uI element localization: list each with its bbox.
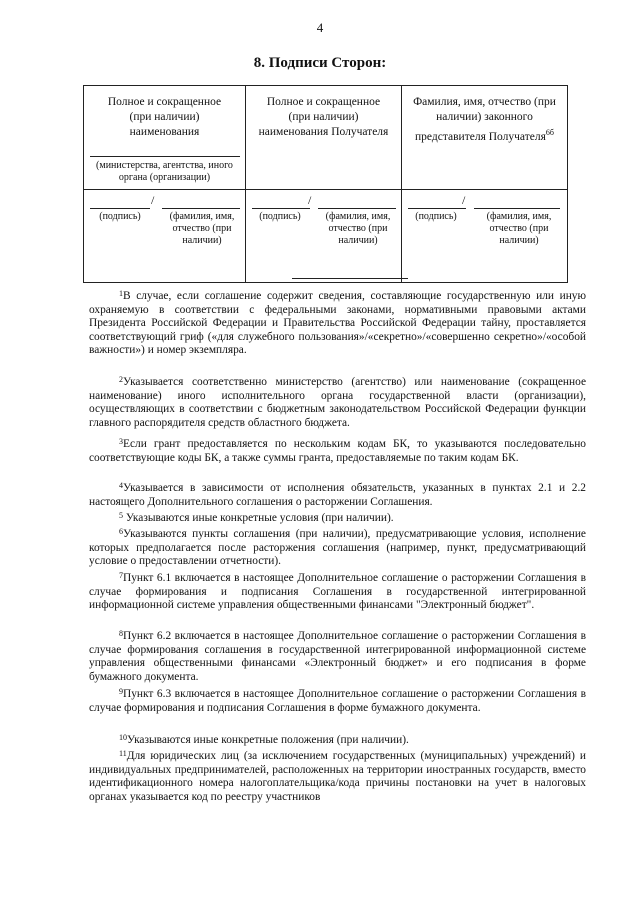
footnote-ref: 6б — [545, 128, 554, 137]
name-label-line: отчество (при — [172, 223, 232, 234]
name-label-line: наличии) — [182, 235, 222, 246]
footnote-text: Пункт 6.1 включается в настоящее Дополнительное соглашение о расторжении Соглашения в случае формирования и подписания Соглашения в государственной интегрированной информационной системе управления общественными финансами "Электронный бюджет". — [89, 572, 586, 612]
name-label-line: (фамилия, имя, — [486, 211, 552, 222]
footnote-number: 6 — [119, 527, 123, 536]
name-line — [318, 208, 396, 209]
name-label — [474, 211, 564, 247]
footnote-text: Указываются пункты соглашения (при наличии), предусматривающие условия, исполнение которых предполагается после расторжения соглашения (например, пункт, предусматривающий условие о предоставлении отчетности). — [89, 528, 586, 568]
name-label-line: (фамилия, имя, — [169, 211, 235, 222]
header-line: (при наличии) — [129, 111, 200, 123]
header-line: наличии) законного — [436, 111, 533, 123]
page-number: 4 — [316, 20, 324, 35]
footnote-number: 1 — [119, 289, 123, 298]
footnote-number: 4 — [119, 481, 123, 490]
header-line: представителя Получателя — [415, 130, 546, 143]
footnote-1 — [89, 290, 586, 358]
footnote-text: Указывается в зависимости от исполнения обязательств, указанных в пунктах 2.1 и 2.2 настоящего Дополнительного соглашения о расторжении Соглашения. — [89, 482, 586, 508]
footnote-5 — [89, 512, 586, 526]
name-label-line: наличии) — [338, 235, 378, 246]
header-line: Фамилия, имя, отчество (при — [413, 96, 556, 108]
name-label-line: (фамилия, имя, — [325, 211, 391, 222]
ministry-subcaption — [84, 157, 245, 184]
signatures-table — [83, 85, 568, 283]
footnote-text: Указывается соответственно министерство (агентство) или наименование (сокращенное наименование) иного исполнительного органа государственной власти (организации), осуществляющих в соответствии с бюджетным законодательством Российской Федерации функции главного распорядителя средств областного бюджета. — [89, 376, 586, 429]
footnote-text: Пункт 6.3 включается в настоящее Дополнительное соглашение о расторжении Соглашения в случае формирования и подписания Соглашения в форме бумажного документа. — [89, 688, 586, 714]
header-line: (при наличии) — [288, 111, 359, 123]
slash: / — [308, 193, 312, 207]
footnote-text: Пункт 6.2 включается в настоящее Дополнительное соглашение о расторжении Соглашения в случае формирования соглашения в государственной интегрированной информационной системе управления общественными финансами «Электронный бюджет» и его подписания в форме бумажного документа. — [89, 630, 586, 683]
footnote-11 — [89, 750, 586, 804]
slash: / — [462, 193, 466, 207]
section-title: 8. Подписи Сторон: — [253, 55, 387, 71]
header-cell-ministry — [84, 86, 246, 190]
header-line: Полное и сокращенное — [266, 96, 381, 108]
footnote-6 — [89, 528, 586, 569]
signature-cell-representative — [402, 190, 568, 283]
footnote-number: 10 — [119, 733, 127, 742]
footnote-text: Для юридических лиц (за исключением государственных (муниципальных) учреждений) и индивидуальных предпринимателей, расположенных на территории иностранных государств, вместо идентификационного номера налогоплательщика/кода причины постановки на учет в налоговых органах указывается код по реестру участников — [89, 750, 586, 803]
signature-label: (подпись) — [259, 211, 301, 222]
footnote-3 — [89, 438, 586, 465]
subcaption-line: органа (организации) — [118, 172, 211, 183]
footnote-text: Если грант предоставляется по нескольким кодам БК, то указываются последовательно соответствующие коды БК, а также суммы гранта, предоставляемые по таким кодам БК. — [89, 438, 586, 464]
name-line — [474, 208, 560, 209]
footnote-4 — [89, 482, 586, 509]
footnote-number: 3 — [119, 437, 123, 446]
footnote-number: 8 — [119, 629, 123, 638]
signature-label: (подпись) — [415, 211, 457, 222]
header-cell-recipient — [246, 86, 402, 190]
footnote-number: 11 — [119, 749, 127, 758]
footnote-text: В случае, если соглашение содержит сведения, составляющие государственную или иную охраняемую в соответствии с федеральными законами, нормативными правовыми актами Президента Российской Федерации и Правительства Российской Федерации тайну, проставляется соответствующий гриф («для служебного пользования»/«секретно»/«совершенно секретно»/«особой важности») и номер экземпляра. — [89, 290, 586, 357]
footnote-number: 5 — [119, 511, 123, 520]
signature-cell-recipient — [246, 190, 402, 283]
signature-line — [408, 208, 466, 209]
header-line: наименования — [129, 126, 200, 138]
footnote-text: Указываются иные конкретные положения (при наличии). — [127, 734, 409, 746]
header-cell-representative — [402, 86, 568, 190]
name-label-line: отчество (при — [328, 223, 388, 234]
footnote-9 — [89, 688, 586, 715]
signature-line — [90, 208, 150, 209]
footnote-separator — [292, 278, 408, 279]
signature-line — [252, 208, 310, 209]
footnote-number: 2 — [119, 375, 123, 384]
header-line: Полное и сокращенное — [107, 96, 222, 108]
signature-label: (подпись) — [99, 211, 141, 222]
name-label — [162, 211, 242, 247]
footnote-number: 7 — [119, 571, 123, 580]
footnote-2 — [89, 376, 586, 430]
header-line: наименования Получателя — [258, 126, 389, 138]
name-line — [162, 208, 240, 209]
subcaption-line: (министерства, агентства, иного — [96, 160, 233, 171]
footnote-10 — [89, 734, 586, 748]
footnote-7 — [89, 572, 586, 613]
name-label-line: отчество (при — [489, 223, 549, 234]
name-label-line: наличии) — [499, 235, 539, 246]
slash: / — [151, 193, 155, 207]
footnote-text: Указываются иные конкретные условия (при наличии). — [123, 512, 394, 524]
name-label — [316, 211, 400, 247]
signature-cell-ministry — [84, 190, 246, 283]
footnote-number: 9 — [119, 687, 123, 696]
footnote-8 — [89, 630, 586, 684]
